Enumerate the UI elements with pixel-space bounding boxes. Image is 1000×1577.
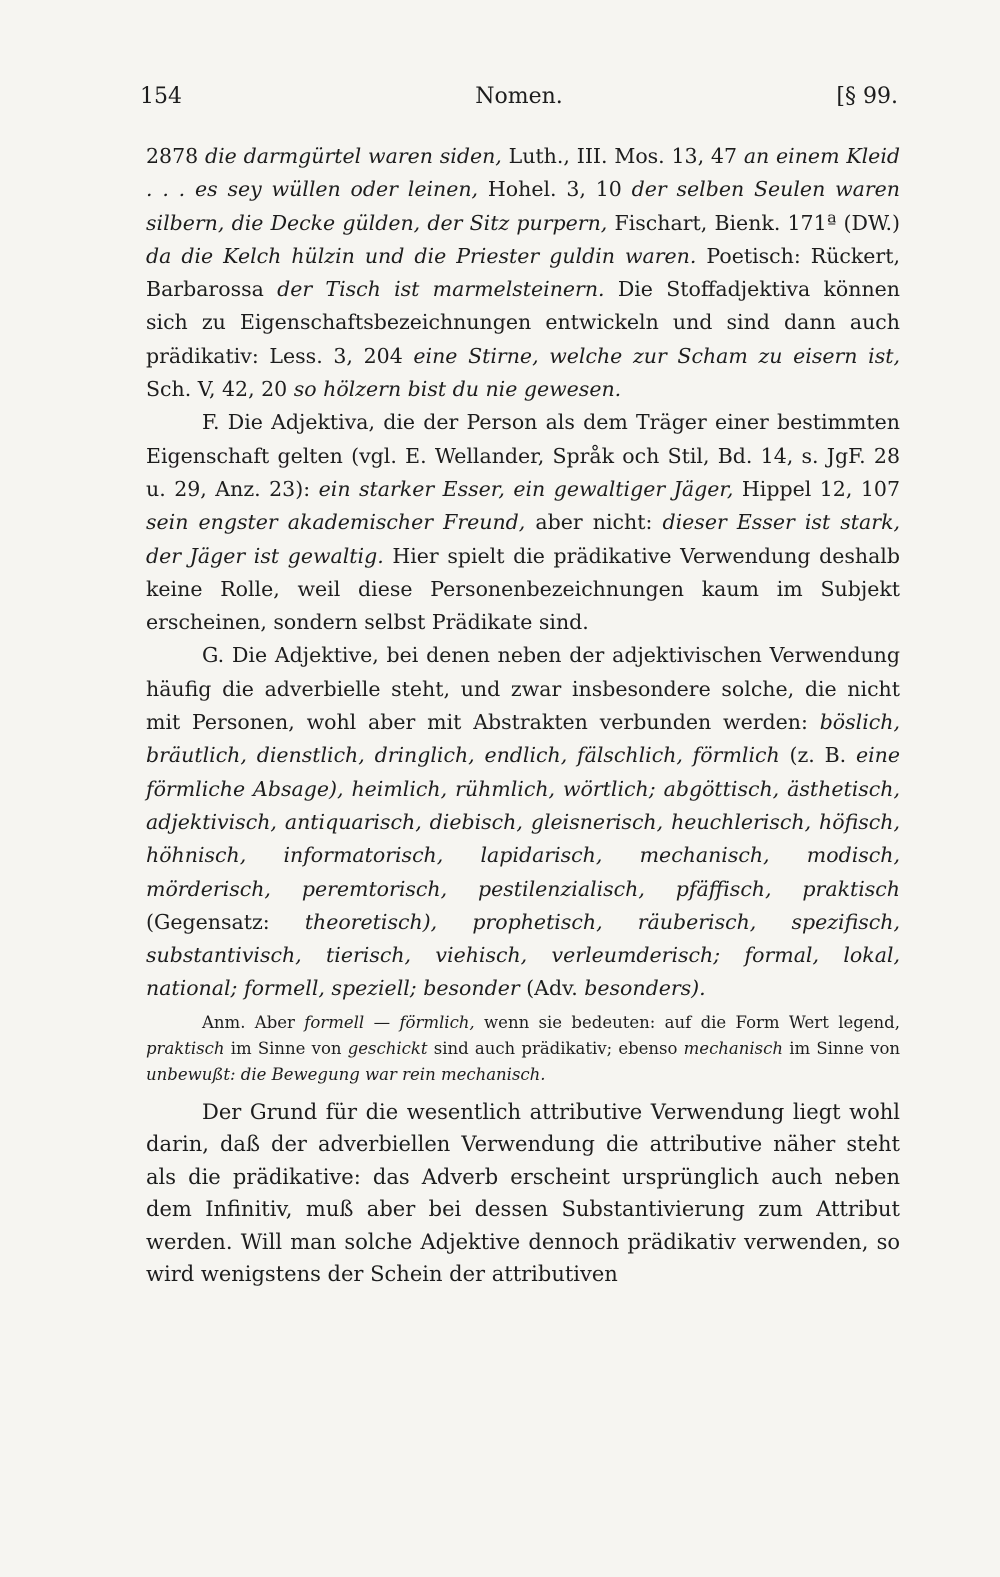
- paragraph-section-g: G. Die Adjektive, bei denen neben der adjektivischen Verwendung häufig die adverbielle steht, und zwar insbesondere solche, die nicht mit Personen, wohl aber mit Abstrakten verbunden werden: böslich, bräutlich, dienstlich, dringlich, endlich, fälschlich, förmlich (z. B. eine förmliche Absage), heimlich, rühmlich, wörtlich; abgöttisch, ästhetisch, adjektivisch, antiquarisch, diebisch, gleisnerisch, heuchlerisch, höfisch, höhnisch, informatorisch, lapidarisch, mechanisch, modisch, mörderisch, peremtorisch, pestilenzialisch, pfäffisch, praktisch (Gegensatz: theoretisch), prophetisch, räuberisch, spezifisch, substantivisch, tierisch, viehisch, verleumderisch; formal, lokal, national; formell, speziell; besonder (Adv. besonders).: [146, 643, 900, 1001]
- section-marker: [§ 99.: [836, 84, 898, 109]
- paragraph-grund: Der Grund für die wesentlich attributive Verwendung liegt wohl darin, daß der adverbiellen Verwendung die attributive näher steht als die prädikative: das Adverb erscheint ursprünglich auch neben dem Infinitiv, muß aber bei dessen Substantivierung zum Attribut werden. Will man solche Adjektive dennoch prädikativ verwenden, so wird wenigstens der Schein der attributiven: [146, 1099, 900, 1287]
- paragraph-stoffadjektiva: 2878 die darmgürtel waren siden, Luth., III. Mos. 13, 47 an einem Kleid . . . es sey wüllen oder leinen, Hohel. 3, 10 der selben Seulen waren silbern, die Decke gülden, der Sitz purpern, Fischart, Bienk. 171ª (DW.) da die Kelch hülzin und die Priester guldin waren. Poetisch: Rückert, Barbarossa der Tisch ist marmelsteinern. Die Stoffadjektiva können sich zu Eigenschaftsbezeichnungen entwickeln und sind dann auch prädikativ: Less. 3, 204 eine Stirne, welche zur Scham zu eisern ist, Sch. V, 42, 20 so hölzern bist du nie gewesen.: [146, 144, 900, 402]
- running-head: [140, 84, 898, 120]
- page-body: [146, 140, 900, 1291]
- paragraph-section-f: F. Die Adjektiva, die der Person als dem Träger einer bestimmten Eigenschaft gelten (vgl. E. Wellander, Språk och Stil, Bd. 14, s. JgF. 28 u. 29, Anz. 23): ein starker Esser, ein gewaltiger Jäger, Hippel 12, 107 sein engster akademischer Freund, aber nicht: dieser Esser ist stark, der Jäger ist gewaltig. Hier spielt die prädikative Verwendung deshalb keine Rolle, weil diese Personenbezeichnungen kaum im Subjekt erscheinen, sondern selbst Prädikate sind.: [146, 410, 901, 635]
- annotation-note: Anm. Aber formell — förmlich, wenn sie bedeuten: auf die Form Wert legend, praktisch im Sinne von geschickt sind auch prädikativ; ebenso mechanisch im Sinne von unbewußt: die Bewegung war rein mechanisch.: [146, 1012, 901, 1084]
- chapter-title: Nomen.: [475, 84, 563, 109]
- page-number: 154: [140, 84, 182, 109]
